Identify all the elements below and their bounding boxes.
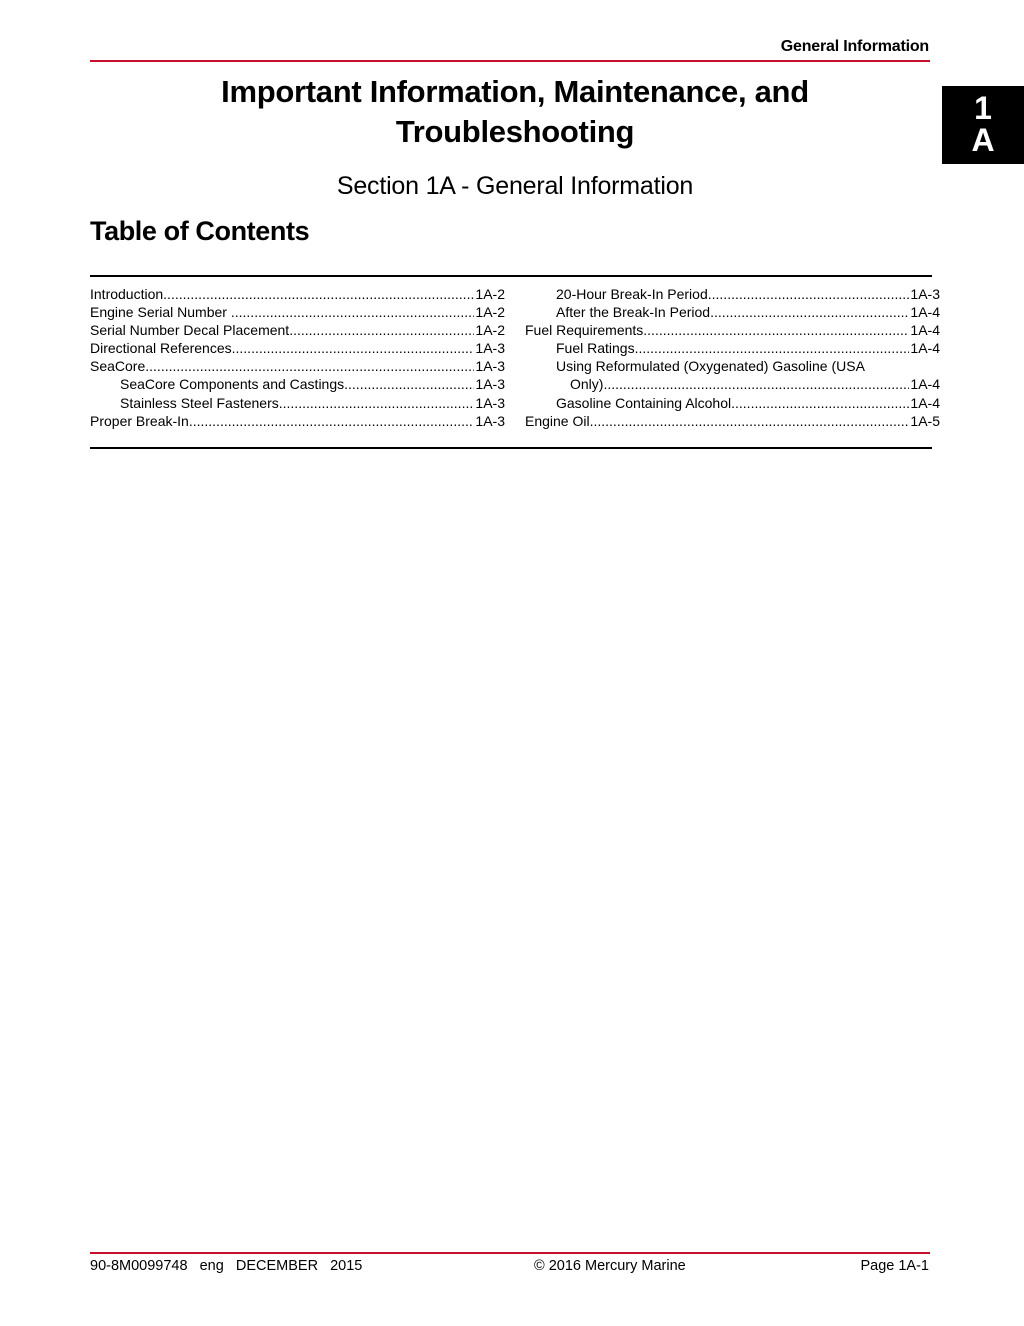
toc-entry-label: After the Break-In Period (556, 304, 711, 321)
footer-copyright: © 2016 Mercury Marine (534, 1258, 686, 1274)
document-title-line-2: Troubleshooting (395, 114, 635, 149)
toc-entry-page: 1A-5 (910, 412, 940, 429)
toc-entry-page: 1A-3 (475, 394, 505, 411)
toc-entry-page: 1A-2 (475, 322, 505, 339)
toc-leader-dots (710, 303, 909, 321)
toc-bottom-rule (90, 447, 932, 449)
section-tab-number: 1 (974, 90, 992, 126)
toc-entry-label: SeaCore Components and Castings (120, 376, 345, 393)
toc-leader-dots (163, 285, 474, 303)
toc-entry-page: 1A-4 (910, 340, 940, 357)
toc-entry-page: 1A-3 (475, 358, 505, 375)
toc-leader-dots (603, 375, 909, 393)
footer-page-number: Page 1A-1 (860, 1258, 929, 1274)
section-tab-letter: A (971, 122, 995, 158)
toc-entry-label: Directional References (90, 340, 232, 357)
toc-leader-dots (231, 303, 475, 321)
toc-entry-label: Gasoline Containing Alcohol (556, 394, 732, 411)
toc-leader-dots (344, 375, 474, 393)
header-rule (90, 60, 930, 62)
footer-rule (90, 1252, 930, 1254)
toc-leader-dots (643, 321, 909, 339)
toc-entry-label: Fuel Requirements (525, 322, 644, 339)
toc-subentry[interactable] (525, 394, 940, 412)
toc-entry[interactable] (90, 412, 505, 430)
toc-leader-dots (731, 394, 909, 412)
toc-entry[interactable] (525, 321, 940, 339)
toc-entry-page: 1A-4 (910, 376, 940, 393)
toc-entry-label: Fuel Ratings (556, 340, 635, 357)
toc-left-column (90, 285, 505, 430)
toc-top-rule (90, 275, 932, 277)
toc-entry-label: SeaCore (90, 358, 146, 375)
toc-entry-page: 1A-3 (910, 286, 940, 302)
toc-leader-dots (590, 412, 910, 430)
section-tab (942, 86, 1024, 164)
toc-leader-dots (289, 321, 474, 339)
toc-entry[interactable] (90, 321, 505, 339)
toc-entry-label: Engine Oil (525, 412, 590, 429)
toc-entry-page: 1A-4 (910, 394, 940, 411)
document-title-line-1: Important Information, Maintenance, and (221, 74, 809, 109)
section-title: Section 1A - General Information (336, 172, 694, 200)
toc-right-column (525, 285, 940, 430)
toc-entry-label: Stainless Steel Fasteners (120, 394, 279, 411)
toc-entry-label: Using Reformulated (Oxygenated) Gasoline (USA (556, 358, 865, 375)
toc-leader-dots (279, 394, 475, 412)
toc-leader-dots (708, 285, 910, 303)
toc-entry-label: Engine Serial Number (90, 304, 231, 321)
toc-entry-label: Introduction (90, 286, 164, 302)
toc-leader-dots (145, 357, 474, 375)
toc-subentry[interactable] (525, 339, 940, 357)
toc-entry[interactable] (90, 303, 505, 321)
toc-entry[interactable] (90, 339, 505, 357)
toc-leader-dots (189, 412, 475, 430)
toc-entry-page: 1A-2 (475, 304, 505, 321)
toc-leader-dots (232, 339, 475, 357)
toc-entry[interactable] (90, 357, 505, 375)
toc-entry[interactable] (525, 412, 940, 430)
toc-entry-label: Only) (570, 376, 604, 393)
toc-subentry[interactable] (525, 357, 940, 375)
footer-document-number: 90-8M0099748 eng DECEMBER 2015 (90, 1258, 363, 1274)
toc-subentry-continuation[interactable] (525, 375, 940, 393)
toc-leader-dots (635, 339, 910, 357)
running-header-title: General Information (780, 38, 929, 55)
toc-subentry[interactable] (525, 303, 940, 321)
toc-heading: Table of Contents (90, 216, 310, 246)
toc-entry-label: 20-Hour Break-In Period (556, 286, 708, 302)
toc-subentry[interactable] (90, 375, 505, 393)
toc-subentry[interactable] (90, 394, 505, 412)
toc-entry-page: 1A-2 (475, 286, 505, 302)
toc-entry-page: 1A-3 (475, 376, 505, 393)
toc-entry-label: Proper Break-In (90, 412, 189, 429)
toc-entry-page: 1A-4 (910, 322, 940, 339)
toc-entry-page: 1A-3 (475, 340, 505, 357)
toc-entry[interactable] (90, 285, 505, 303)
toc-entry-page: 1A-3 (475, 412, 505, 429)
document-title (90, 72, 940, 152)
toc-subentry[interactable] (525, 285, 940, 303)
toc-entry-label: Serial Number Decal Placement (90, 322, 290, 339)
toc-entry-page: 1A-4 (910, 304, 940, 321)
